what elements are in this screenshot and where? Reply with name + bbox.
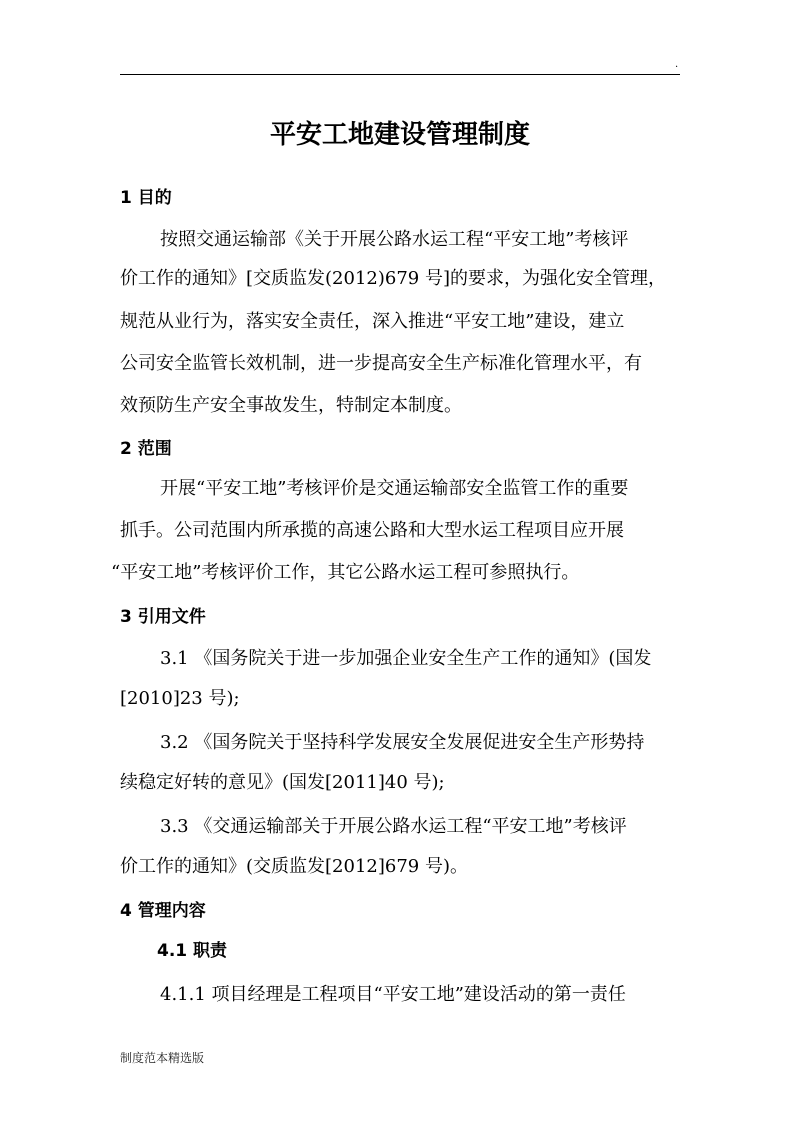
reference-line: 3.3 《交通运输部关于开展公路水运工程“平安工地”考核评 — [160, 816, 627, 837]
header-mark: . — [675, 59, 679, 70]
reference-line: [2010]23 号); — [120, 688, 240, 709]
paragraph-line: 价工作的通知》[交质监发(2012)679 号]的要求，为强化安全管理， — [120, 268, 666, 289]
document-title: 平安工地建设管理制度 — [269, 120, 530, 150]
paragraph-line: 4.1.1 项目经理是工程项目“平安工地”建设活动的第一责任 — [160, 984, 626, 1005]
section-heading-purpose: 1 目的 — [120, 188, 172, 208]
reference-line: 价工作的通知》(交质监发[2012]679 号)。 — [120, 856, 468, 877]
subsection-heading-duties: 4.1 职责 — [157, 941, 228, 961]
section-heading-scope: 2 范围 — [120, 439, 172, 459]
paragraph-line: 开展“平安工地”考核评价是交通运输部安全监管工作的重要 — [160, 478, 629, 499]
paragraph-line: 抓手。公司范围内所承揽的高速公路和大型水运工程项目应开展 — [120, 520, 624, 541]
paragraph-line: 规范从业行为，落实安全责任，深入推进“平安工地”建设，建立 — [120, 311, 625, 332]
paragraph-line: 公司安全监管长效机制，进一步提高安全生产标准化管理水平，有 — [120, 353, 642, 374]
paragraph-line: 效预防生产安全事故发生，特制定本制度。 — [120, 395, 462, 416]
section-heading-management: 4 管理内容 — [120, 901, 206, 921]
section-heading-references: 3 引用文件 — [120, 607, 206, 627]
reference-line: 3.2 《国务院关于坚持科学发展安全发展促进安全生产形势持 — [160, 732, 645, 753]
page-footer: 制度范本精选版 — [120, 1051, 205, 1065]
header-rule — [120, 74, 680, 75]
reference-line: 3.1 《国务院关于进一步加强企业安全生产工作的通知》(国发 — [160, 648, 652, 669]
reference-line: 续稳定好转的意见》(国发[2011]40 号); — [120, 772, 445, 793]
paragraph-line: “平安工地”考核评价工作，其它公路水运工程可参照执行。 — [111, 562, 580, 583]
paragraph-line: 按照交通运输部《关于开展公路水运工程“平安工地”考核评 — [160, 229, 629, 250]
